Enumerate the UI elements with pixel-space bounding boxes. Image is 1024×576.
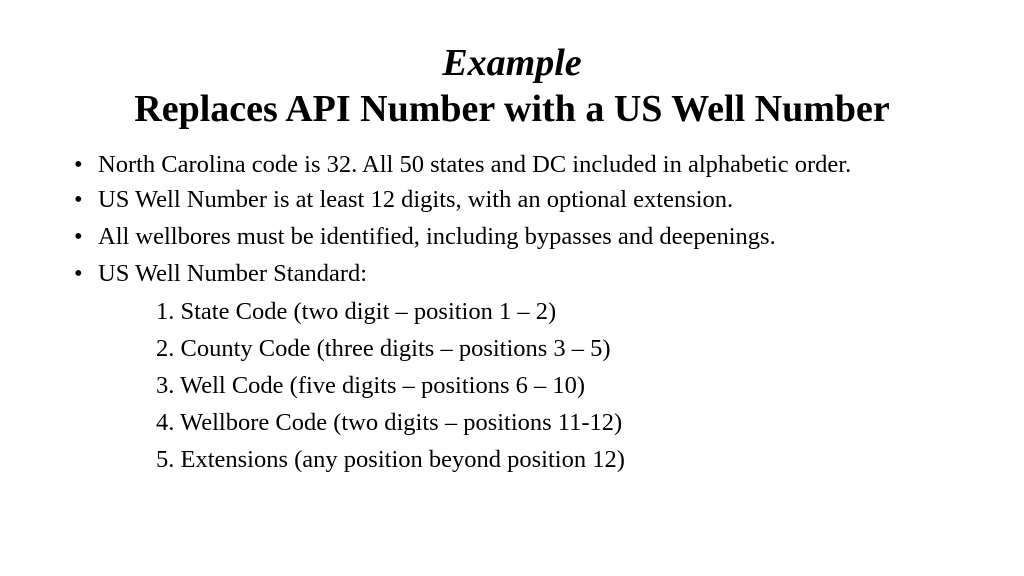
title-main: Replaces API Number with a US Well Number [134, 88, 890, 130]
bullet-dot-icon: • [74, 186, 83, 213]
bullet-text: US Well Number is at least 12 digits, with an optional extension. [98, 186, 734, 213]
bullet-dot-icon: • [74, 223, 83, 250]
bullet-text: US Well Number Standard: [98, 260, 368, 287]
standard-item-county-code: 2. County Code (three digits – positions 3 – 5) [156, 335, 611, 362]
standard-item-extensions: 5. Extensions (any position beyond position 12) [156, 446, 625, 473]
standard-item-well-code: 3. Well Code (five digits – positions 6 – 10) [156, 372, 586, 399]
standard-item-wellbore-code: 4. Wellbore Code (two digits – positions 11-12) [156, 409, 623, 436]
standard-item-state-code: 1. State Code (two digit – position 1 – 2) [156, 298, 557, 325]
title-example: Example [442, 42, 582, 84]
bullet-item [74, 261, 904, 287]
bullet-item [74, 187, 904, 213]
bullet-text: North Carolina code is 32. All 50 states and DC included in alphabetic order. [98, 151, 852, 178]
bullet-dot-icon: • [74, 260, 83, 287]
slide-title [0, 40, 1024, 132]
bullet-item [74, 152, 904, 178]
bullet-text: All wellbores must be identified, including bypasses and deepenings. [98, 223, 776, 250]
bullet-dot-icon: • [74, 151, 83, 178]
bullet-item [74, 224, 904, 250]
slide-body [74, 152, 904, 478]
standard-list [74, 293, 904, 478]
